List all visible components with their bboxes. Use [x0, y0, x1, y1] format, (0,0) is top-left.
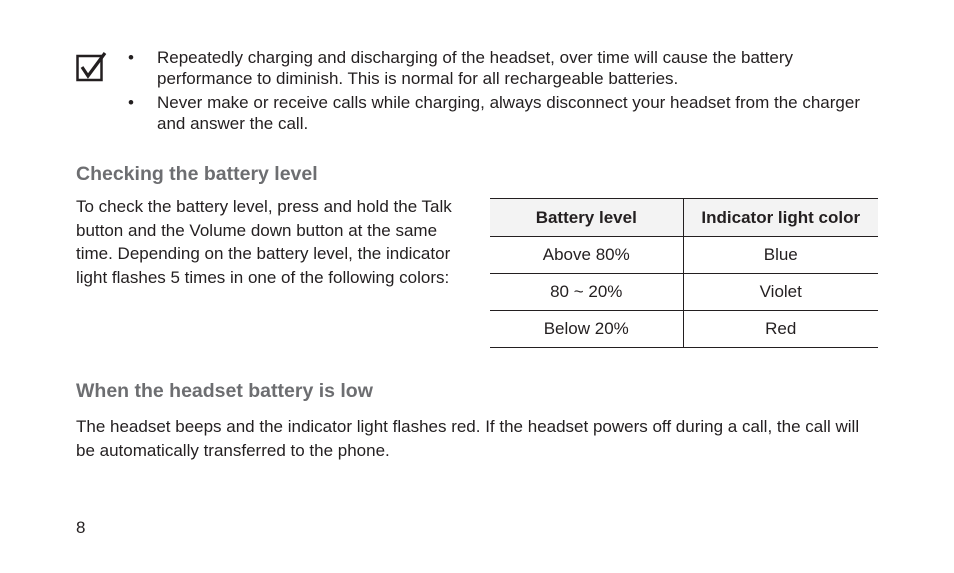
note-list — [128, 47, 868, 137]
table-row — [490, 237, 878, 274]
battery-level-table — [490, 198, 878, 348]
battery-level-instructions: To check the battery level, press and hold the Talk button and the Volume down button at the same time. Depending on the battery level, the indicator light flashes 5 times in one of the following colors: — [76, 197, 452, 287]
note-text: Repeatedly charging and discharging of the headset, over time will cause the battery performance to diminish. This is normal for all rechargeable batteries. — [157, 48, 793, 88]
battery-level-cell: 80 ~ 20% — [490, 274, 683, 311]
table-header-row — [490, 199, 878, 237]
note-text: Never make or receive calls while charging, always disconnect your headset from the charger and answer the call. — [157, 93, 860, 133]
low-battery-heading: When the headset battery is low — [76, 380, 373, 402]
battery-level-cell: Below 20% — [490, 311, 683, 348]
table-row — [490, 274, 878, 311]
column-header-indicator-color: Indicator light color — [683, 199, 878, 237]
indicator-color-cell: Red — [683, 311, 878, 348]
note-item — [128, 92, 868, 134]
low-battery-text: The headset beeps and the indicator light flashes red. If the headset powers off during a call, the call will be automatically transferred to the phone. — [76, 417, 860, 460]
indicator-color-cell: Violet — [683, 274, 878, 311]
note-checkbox-icon — [76, 51, 108, 83]
battery-level-cell: Above 80% — [490, 237, 683, 274]
bullet: • — [128, 93, 134, 112]
bullet: • — [128, 48, 134, 67]
note-item — [128, 47, 868, 89]
battery-level-heading: Checking the battery level — [76, 163, 318, 185]
page-number: 8 — [76, 518, 86, 537]
indicator-color-cell: Blue — [683, 237, 878, 274]
column-header-battery-level: Battery level — [490, 199, 683, 237]
table-row — [490, 311, 878, 348]
